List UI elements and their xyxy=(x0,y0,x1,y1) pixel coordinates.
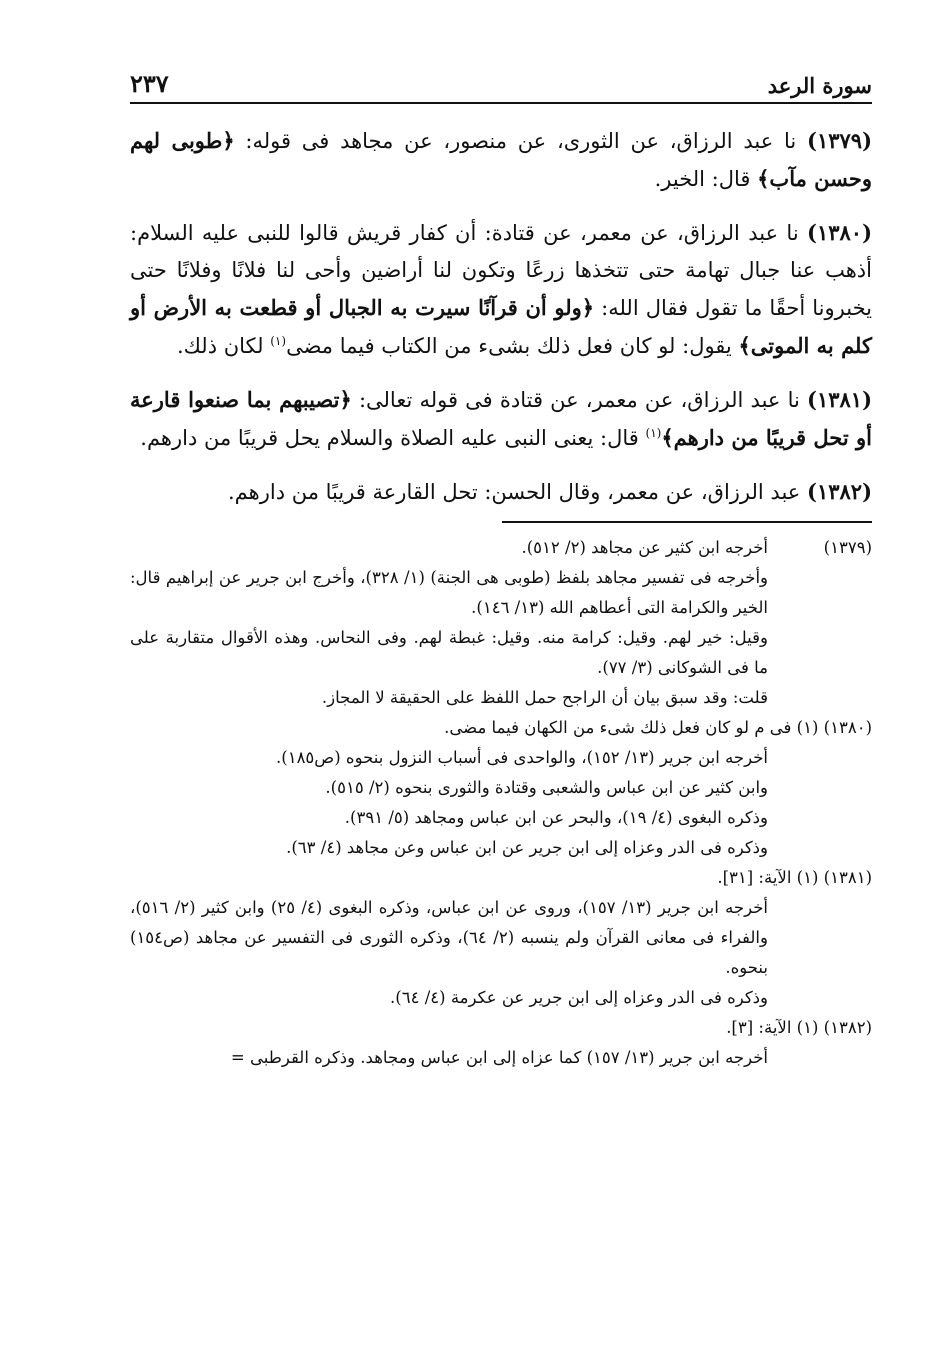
quran-quote: ﴿طوبى لهم وحسن مآب﴾ xyxy=(130,128,872,191)
page-number: ٢٣٧ xyxy=(130,69,169,98)
footnote-line: وابن كثير عن ابن عباس والشعبى وقتادة والثورى بنحوه (٢/ ٥١٥). xyxy=(325,778,768,797)
entry-text: نا عبد الرزاق، عن الثورى، عن منصور، عن مجاهد فى قوله: xyxy=(234,129,807,153)
main-text xyxy=(130,122,872,511)
entry-text: قال: يعنى النبى عليه الصلاة والسلام يحل قريبًا من دارهم. xyxy=(140,426,646,450)
entry-number: (١٣٨٠) xyxy=(807,220,872,245)
footnote-1380 xyxy=(130,713,872,863)
footnote-marker: (١) xyxy=(645,426,662,440)
footnotes xyxy=(130,533,872,1073)
entry-text: عبد الرزاق، عن معمر، وقال الحسن: تحل القارعة قريبًا من دارهم. xyxy=(228,480,807,504)
entry-1382 xyxy=(130,473,872,511)
footnote-line: أخرجه ابن جرير (١٣/ ١٥٧)، وروى عن ابن عباس، وذكره البغوى (٤/ ٢٥) وابن كثير (٢/ ٥١٦)، والفراء فى معانى القرآن ولم ينسبه (٢/ ٦٤)، وذكره الثورى فى التفسير عن مجاهد (ص١٥٤) بنحوه. xyxy=(130,898,769,977)
footnote-line: أخرجه ابن جرير (١٣/ ١٥٧) كما عزاه إلى ابن عباس ومجاهد. وذكره القرطبى = xyxy=(230,1048,768,1067)
entry-1379 xyxy=(130,122,872,198)
footnote-number: (١٣٧٩) xyxy=(823,538,872,557)
footnote-divider xyxy=(502,521,872,523)
entry-text: قال: الخير. xyxy=(654,167,758,191)
entry-text: لكان ذلك. xyxy=(176,334,271,358)
footnote-1381 xyxy=(130,863,872,1013)
footnote-number: (١٣٨٢) xyxy=(823,1018,872,1037)
quran-quote: ﴿ولو أن قرآنًا سيرت به الجبال أو قطعت به الأرض أو كلم به الموتى﴾ xyxy=(130,295,872,358)
entry-1381 xyxy=(130,381,872,457)
footnote-line: (١) الآية: [٣]. xyxy=(726,1018,819,1037)
entry-text: نا عبد الرزاق، عن معمر، عن قتادة: أن كفار قريش قالوا للنبى عليه السلام: أذهب عنا جبال تهامة حتى تتخذها زرعًا وتكون لنا أراضين وأحى لنا فلانًا وفلانًا حتى يخبرونا أحقًا ما تقول فقال الله: xyxy=(130,221,872,320)
footnote-line: (١) فى م لو كان فعل ذلك شىء من الكهان فيما مضى. xyxy=(444,718,819,737)
footnote-line: وذكره فى الدر وعزاه إلى ابن جرير عن ابن عباس وعن مجاهد (٤/ ٦٣). xyxy=(286,838,768,857)
book-page xyxy=(130,60,872,1073)
page-header xyxy=(130,60,872,104)
entry-text: يقول: لو كان فعل ذلك بشىء من الكتاب فيما مضى xyxy=(286,334,739,358)
footnote-number: (١٣٨٠) xyxy=(823,718,872,737)
running-title: سورة الرعد xyxy=(767,73,872,98)
footnote-line: وقيل: خير لهم. وقيل: كرامة منه. وقيل: غبطة لهم. وفى النحاس. وهذه الأقوال متقاربة على ما فى الشوكانى (٣/ ٧٧). xyxy=(130,628,768,677)
footnote-line: وذكره البغوى (٤/ ١٩)، والبحر عن ابن عباس ومجاهد (٥/ ٣٩١). xyxy=(344,808,768,827)
footnote-line: أخرجه ابن جرير (١٣/ ١٥٢)، والواحدى فى أسباب النزول بنحوه (ص١٨٥). xyxy=(276,748,768,767)
footnote-line: وأخرجه فى تفسير مجاهد بلفظ (طوبى هى الجنة) (١/ ٣٢٨)، وأخرج ابن جرير عن إبراهيم قال: الخير والكرامة التى أعطاهم الله (١٣/ ١٤٦). xyxy=(130,568,768,617)
entry-number: (١٣٧٩) xyxy=(807,128,872,153)
footnote-line: وذكره فى الدر وعزاه إلى ابن جرير عن عكرمة (٤/ ٦٤). xyxy=(390,988,768,1007)
entry-text: نا عبد الرزاق، عن معمر، عن قتادة فى قوله تعالى: xyxy=(351,388,807,412)
entry-1380 xyxy=(130,214,872,365)
footnote-line: (١) الآية: [٣١]. xyxy=(717,868,819,887)
footnote-line: أخرجه ابن كثير عن مجاهد (٢/ ٥١٢). xyxy=(521,538,768,557)
footnote-marker: (١) xyxy=(270,334,287,348)
footnote-line: قلت: وقد سبق بيان أن الراجح حمل اللفظ على الحقيقة لا المجاز. xyxy=(321,688,768,707)
quran-quote: ﴿تصيبهم بما صنعوا قارعة أو تحل قريبًا من دارهم﴾ xyxy=(130,387,872,450)
footnote-1379 xyxy=(130,533,872,713)
footnote-number: (١٣٨١) xyxy=(823,868,872,887)
entry-number: (١٣٨٢) xyxy=(807,479,872,504)
footnote-1382 xyxy=(130,1013,872,1073)
entry-number: (١٣٨١) xyxy=(807,387,872,412)
